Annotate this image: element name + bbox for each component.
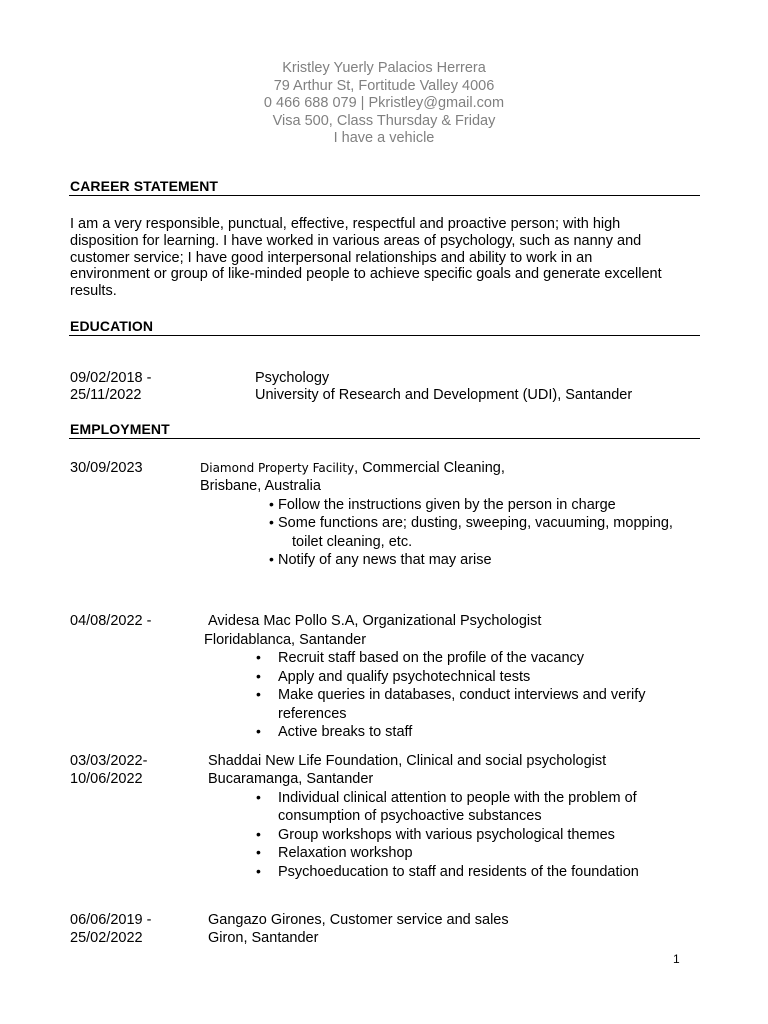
job-bullet: Recruit staff based on the profile of the vacancy <box>278 650 585 666</box>
job-bullet-continued: references <box>278 706 347 722</box>
job-title: Shaddai New Life Foundation, Clinical and social psychologist <box>208 753 607 769</box>
job-bullet: Group workshops with various psychological themes <box>278 827 615 843</box>
education-divider <box>69 335 700 336</box>
education-heading: EDUCATION <box>70 318 154 334</box>
career-line: disposition for learning. I have worked in various areas of psychology, such as nanny and <box>70 232 642 249</box>
bullet-icon: • <box>256 668 261 684</box>
job-title: Gangazo Girones, Customer service and sales <box>208 912 509 928</box>
candidate-name: Kristley Yuerly Palacios Herrera <box>282 60 486 76</box>
visa-info: Visa 500, Class Thursday & Friday <box>272 112 496 129</box>
job-title <box>200 459 505 477</box>
bullet-icon: • <box>256 686 261 702</box>
bullet-icon: • <box>256 723 261 739</box>
job-bullet: Individual clinical attention to people with the problem of <box>278 790 637 806</box>
job-bullet-continued: consumption of psychoactive substances <box>278 808 542 824</box>
career-line: customer service; I have good interpersonal relationships and ability to work in an <box>70 249 593 266</box>
job-location: Brisbane, Australia <box>200 478 321 494</box>
job-title: Avidesa Mac Pollo S.A, Organizational Psychologist <box>208 613 542 629</box>
edu-date-end: 25/11/2022 <box>70 387 142 403</box>
job-bullet: Relaxation workshop <box>278 845 413 861</box>
job-location: Floridablanca, Santander <box>204 632 367 648</box>
job-bullet: Apply and qualify psychotechnical tests <box>278 669 531 685</box>
edu-degree: Psychology <box>255 370 330 386</box>
job-date-start: 03/03/2022- <box>70 753 148 769</box>
job-bullet: Make queries in databases, conduct interviews and verify <box>278 687 646 703</box>
career-divider <box>69 195 700 196</box>
job-bullet: Follow the instructions given by the person in charge <box>278 497 616 513</box>
edu-date-start: 09/02/2018 - <box>70 370 152 386</box>
job-date: 30/09/2023 <box>70 460 143 476</box>
employment-heading: EMPLOYMENT <box>70 421 170 437</box>
contact-info: 0 466 688 079 | Pkristley@gmail.com <box>263 95 505 111</box>
job-date-end: 10/06/2022 <box>70 771 143 787</box>
bullet-icon: • <box>256 826 261 842</box>
job-date: 04/08/2022 - <box>70 613 152 629</box>
job-bullet: Notify of any news that may arise <box>278 552 492 568</box>
bullet-icon: • <box>256 863 261 879</box>
contact-header <box>0 60 768 148</box>
address: 79 Arthur St, Fortitude Valley 4006 <box>273 77 495 94</box>
job-bullet: Some functions are; dusting, sweeping, vacuuming, mopping, <box>278 515 673 531</box>
bullet-icon: • <box>269 496 274 512</box>
career-line: I am a very responsible, punctual, effective, respectful and proactive person; with high <box>70 216 621 232</box>
job-company: Diamond Property Facility <box>200 461 355 475</box>
job-location: Bucaramanga, Santander <box>208 771 374 787</box>
job-bullet: Psychoeducation to staff and residents of the foundation <box>278 864 639 880</box>
bullet-icon: • <box>256 649 261 665</box>
career-statement-heading: CAREER STATEMENT <box>70 178 219 194</box>
bullet-icon: • <box>269 514 274 530</box>
job-date-start: 06/06/2019 - <box>70 912 152 928</box>
page-number: 1 <box>673 952 680 966</box>
bullet-icon: • <box>256 844 261 860</box>
job-date-end: 25/02/2022 <box>70 930 143 946</box>
bullet-icon: • <box>256 789 261 805</box>
job-bullet-continued: toilet cleaning, etc. <box>292 534 413 550</box>
job-bullet: Active breaks to staff <box>278 724 413 740</box>
bullet-icon: • <box>269 551 274 567</box>
edu-institution: University of Research and Development (UDI), Santander <box>255 387 633 403</box>
employment-divider <box>69 438 700 439</box>
career-line: results. <box>70 283 117 300</box>
job-location: Giron, Santander <box>208 930 319 946</box>
career-statement-text <box>70 216 710 300</box>
career-line: environment or group of like-minded people to achieve specific goals and generate excellent <box>70 266 662 283</box>
job-role: , Commercial Cleaning, <box>354 460 505 476</box>
vehicle-info: I have a vehicle <box>333 130 435 146</box>
